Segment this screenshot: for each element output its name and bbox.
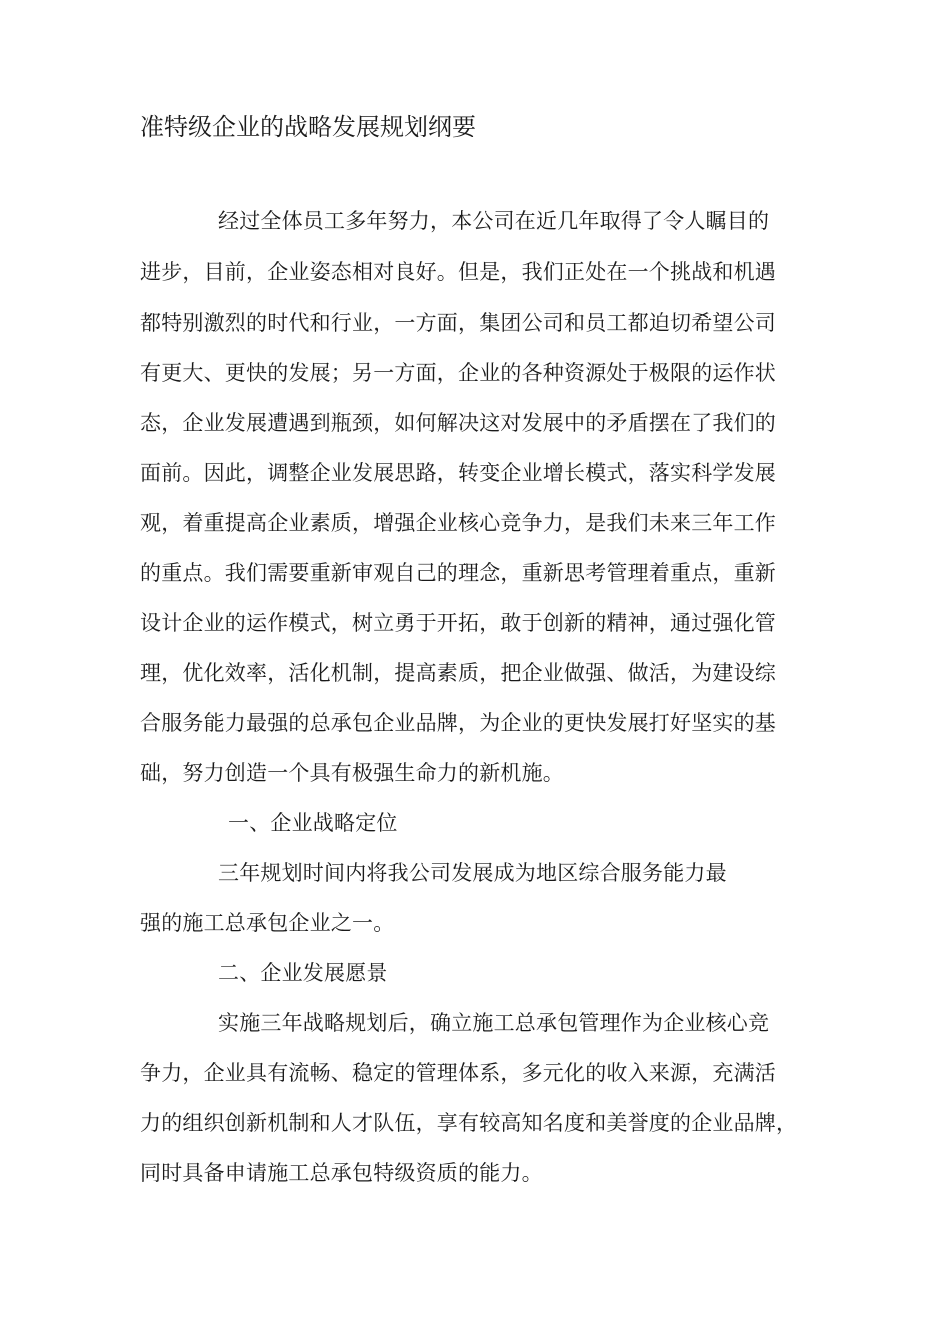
- intro-line-1: 经过全体员工多年努力，本公司在近几年取得了令人瞩目的: [218, 209, 770, 233]
- section1-line-1: 三年规划时间内将我公司发展成为地区综合服务能力最: [218, 861, 727, 885]
- intro-line-12: 础，努力创造一个具有极强生命力的新机施。: [140, 761, 564, 785]
- section1-line-2: 强的施工总承包企业之一。: [140, 911, 395, 935]
- section2-line-2: 争力，企业具有流畅、稳定的管理体系，多元化的收入来源，充满活: [140, 1061, 776, 1085]
- intro-line-3: 都特别激烈的时代和行业，一方面，集团公司和员工都迫切希望公司: [140, 311, 776, 335]
- intro-line-7: 观，着重提高企业素质，增强企业核心竞争力，是我们未来三年工作: [140, 511, 776, 535]
- section-heading-positioning: 一、企业战略定位: [228, 811, 398, 835]
- section-heading-vision: 二、企业发展愿景: [218, 961, 388, 985]
- intro-line-10: 理，优化效率，活化机制，提高素质，把企业做强、做活，为建设综: [140, 661, 776, 685]
- intro-line-11: 合服务能力最强的总承包企业品牌，为企业的更快发展打好坚实的基: [140, 711, 776, 735]
- intro-line-2: 进步，目前，企业姿态相对良好。但是，我们正处在一个挑战和机遇: [140, 260, 776, 284]
- intro-line-8: 的重点。我们需要重新审观自己的理念，重新思考管理着重点，重新: [140, 561, 776, 585]
- section2-line-3: 力的组织创新机制和人才队伍，享有较高知名度和美誉度的企业品牌，: [140, 1111, 798, 1135]
- intro-line-6: 面前。因此，调整企业发展思路，转变企业增长模式，落实科学发展: [140, 461, 776, 485]
- document-title: 准特级企业的战略发展规划纲要: [140, 113, 476, 141]
- intro-line-9: 设计企业的运作模式，树立勇于开拓，敢于创新的精神，通过强化管: [140, 611, 776, 635]
- section2-line-1: 实施三年战略规划后，确立施工总承包管理作为企业核心竞: [218, 1011, 770, 1035]
- section2-line-4: 同时具备申请施工总承包特级资质的能力。: [140, 1161, 543, 1185]
- intro-line-4: 有更大、更快的发展；另一方面，企业的各种资源处于极限的运作状: [140, 361, 776, 385]
- intro-line-5: 态，企业发展遭遇到瓶颈，如何解决这对发展中的矛盾摆在了我们的: [140, 411, 776, 435]
